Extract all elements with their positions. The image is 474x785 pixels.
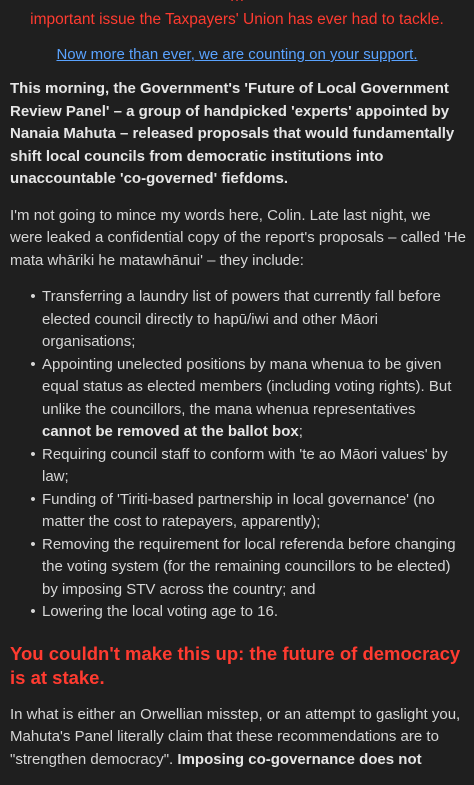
list-item	[10, 354, 466, 444]
list-item	[10, 534, 466, 602]
top-banner-text	[0, 0, 474, 31]
email-body	[10, 78, 466, 785]
intro-paragraph: This morning, the Government's 'Future of Local Government Review Panel' – a group of handpicked 'experts' appointed by Nanaia Mahuta – released proposals that would fundamentally shift local councils from democratic institutions into unaccountable 'co-governed' fiefdoms.	[10, 80, 455, 187]
list-item-text: Removing the requirement for local referenda before changing the voting system (for the remaining councillors to be elected) by imposing STV across the country; and	[42, 535, 456, 598]
leak-paragraph: I'm not going to mince my words here, Colin. Late last night, we were leaked a confidential copy of the report's proposals – called 'He mata whāriki he matawhānui' – they include:	[10, 206, 466, 269]
support-link[interactable]: Now more than ever, we are counting on your support.	[56, 46, 418, 63]
bullet-icon: •	[30, 288, 36, 305]
list-item	[10, 444, 466, 489]
bullet-icon: •	[30, 603, 36, 620]
closing-paragraph	[10, 704, 466, 772]
list-item	[10, 489, 466, 534]
banner-line-cut	[0, 0, 474, 9]
list-item-text: Funding of 'Tiriti-based partnership in local governance' (no matter the cost to ratepayers, apparently);	[42, 490, 435, 530]
banner-line: important issue the Taxpayers' Union has ever had to tackle.	[30, 10, 444, 28]
list-item-text: Lowering the local voting age to 16.	[42, 603, 278, 620]
list-item-text: Requiring council staff to conform with 'te ao Māori values' by law;	[42, 445, 448, 485]
bullet-icon: •	[30, 490, 36, 508]
bullet-icon: •	[30, 355, 36, 373]
bullet-icon: •	[30, 445, 36, 463]
list-item-text: Transferring a laundry list of powers that currently fall before elected council directly to hapū/iwi and other Māori organisations;	[42, 288, 441, 350]
list-item-text: Appointing unelected positions by mana whenua to be given equal status as elected members (including voting rights). But unlike the councillors, the mana whenua representatives	[42, 355, 452, 418]
list-item-bold: cannot be removed at the ballot box	[42, 423, 299, 440]
list-item	[10, 601, 466, 624]
closing-bold: Imposing co-governance does not	[177, 750, 422, 768]
list-item	[10, 286, 466, 354]
closing-text: In what is either an Orwellian misstep, or an attempt to gaslight you, Mahuta's Panel literally claim that these recommendations are to "strengthen democracy".	[10, 705, 461, 768]
bullet-icon: •	[30, 535, 36, 553]
section-headline: You couldn't make this up: the future of democracy is at stake.	[10, 642, 461, 688]
proposals-list	[10, 286, 466, 624]
list-item-after: ;	[298, 423, 303, 440]
